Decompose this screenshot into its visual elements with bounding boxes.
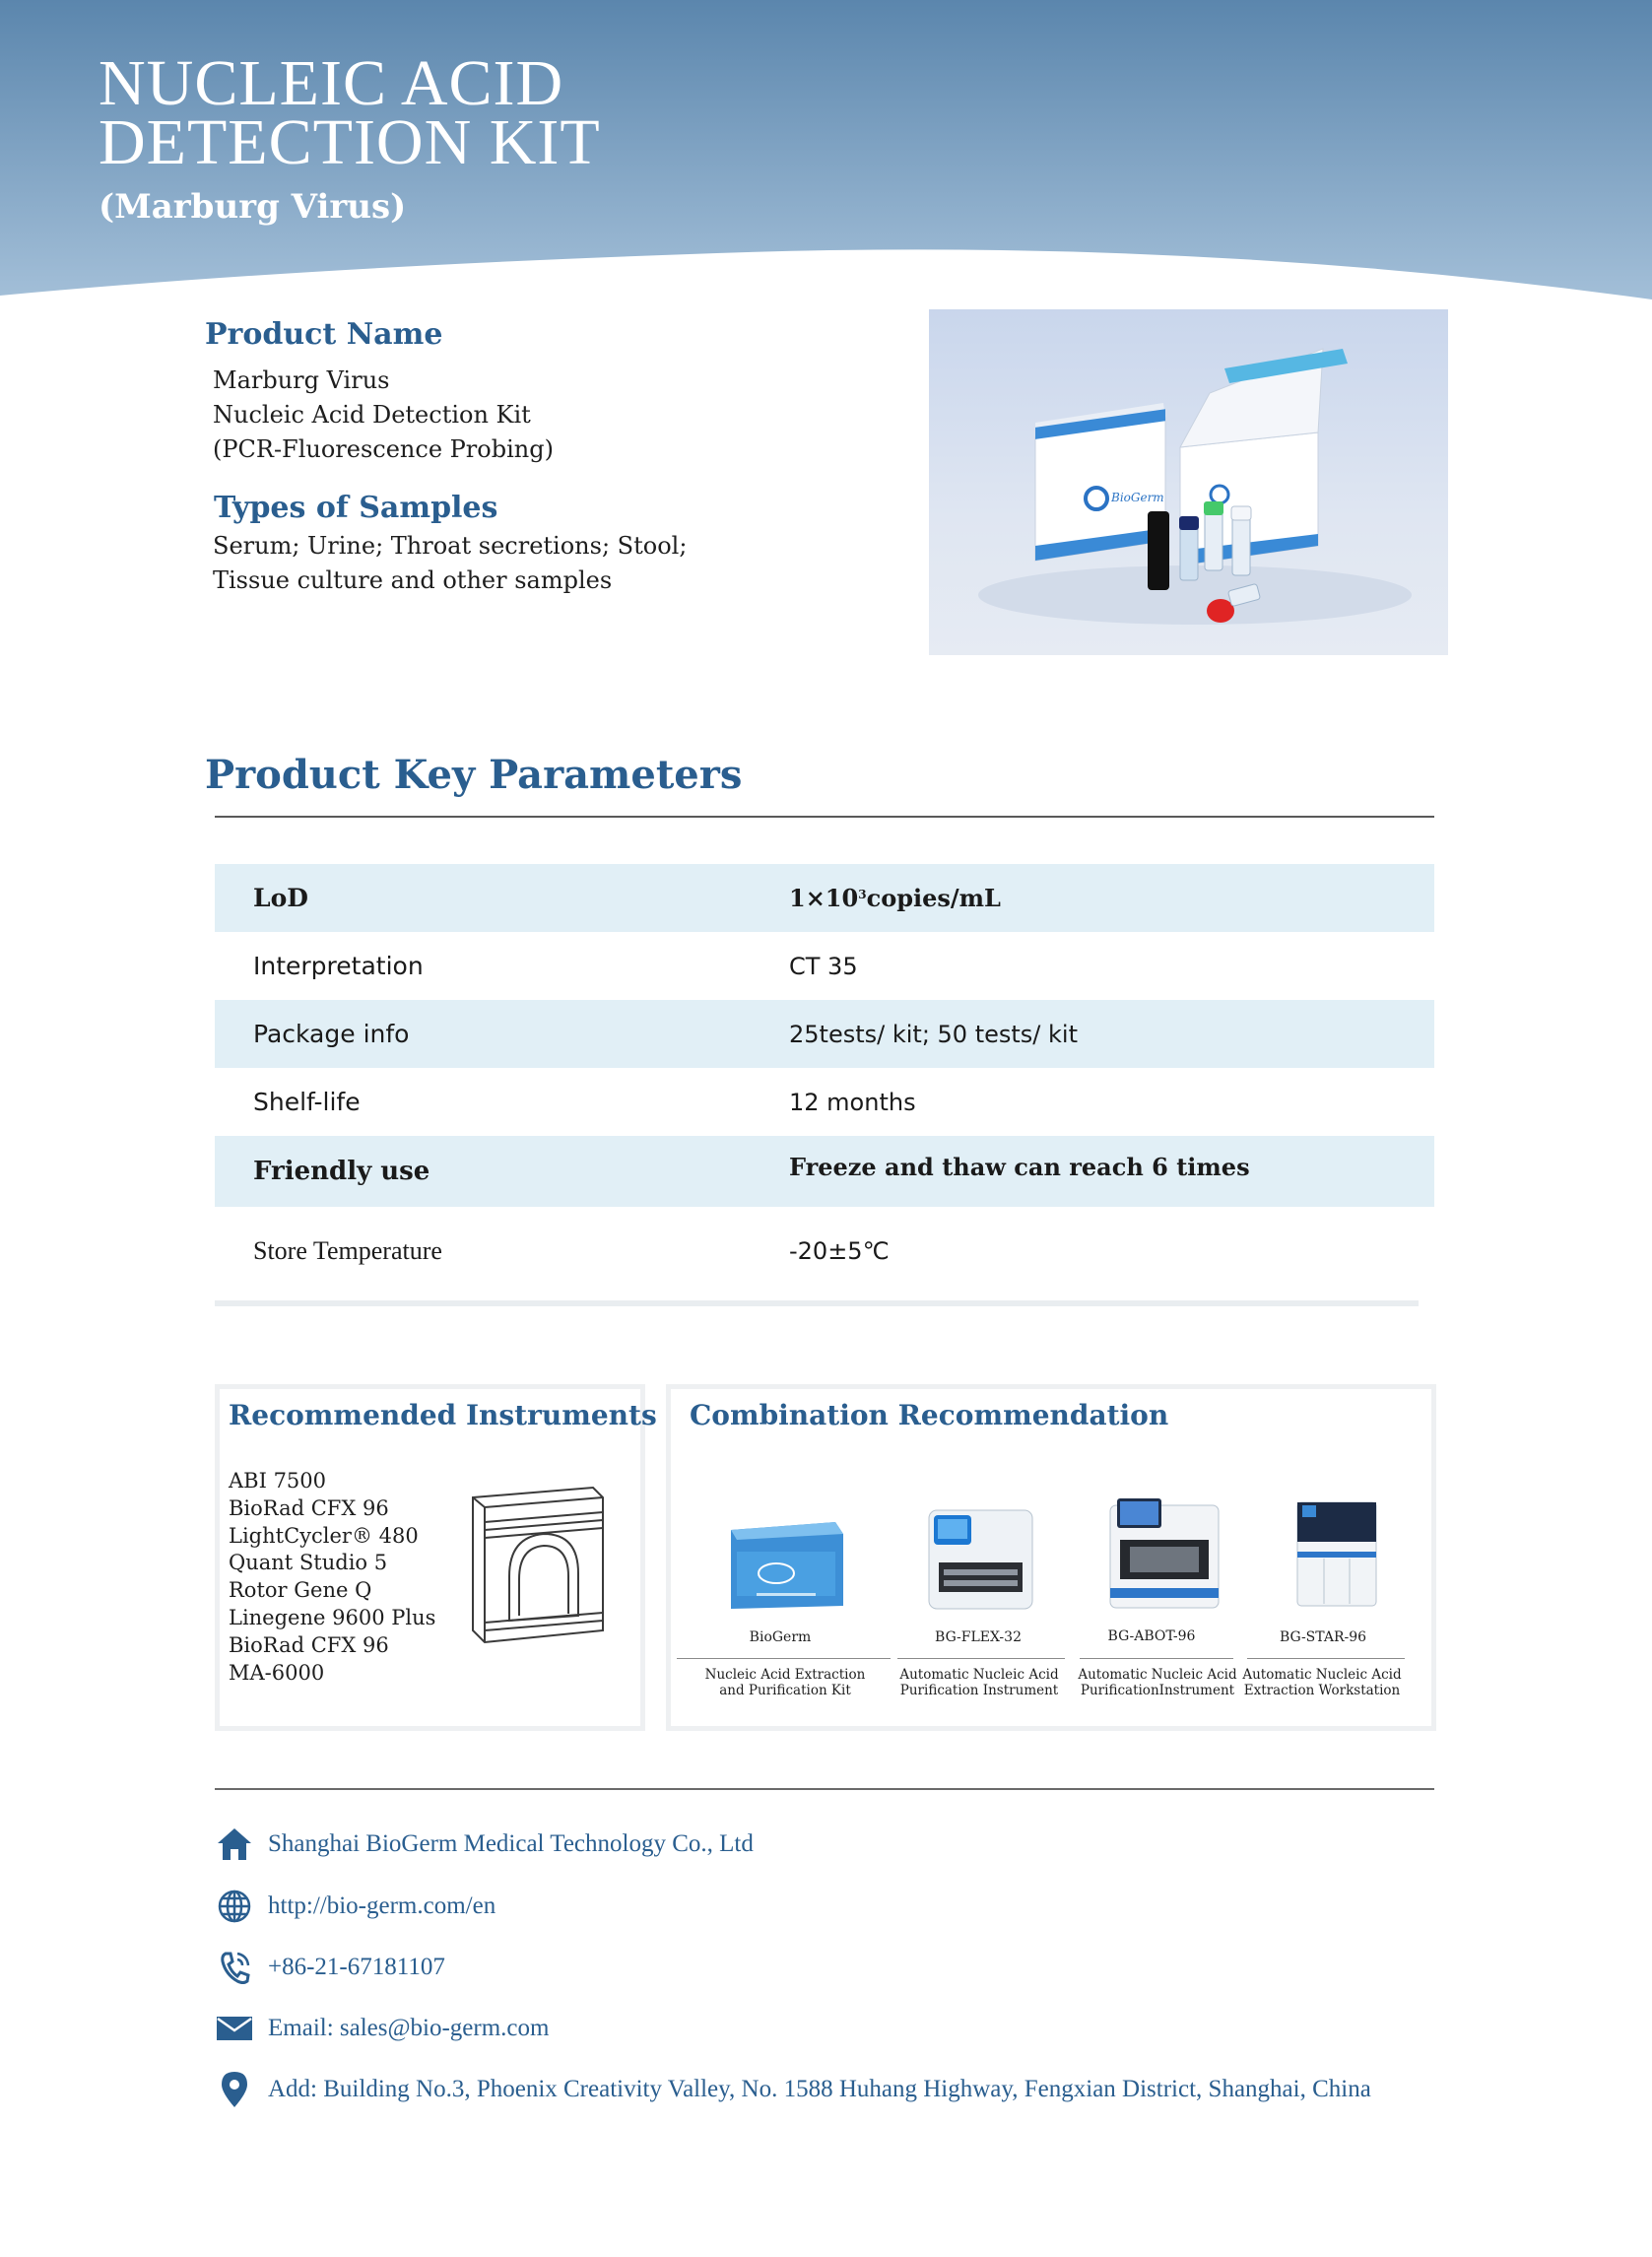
instrument-item: Quant Studio 5 [229,1551,388,1575]
param-row-store-temperature [215,1217,1434,1285]
combo-desc-line: Nucleic Acid Extraction [704,1667,866,1683]
footer-divider [215,1788,1434,1790]
instruments-list [229,1468,435,1687]
envelope-icon [215,2009,254,2048]
param-value: 25tests/ kit; 50 tests/ kit [789,1020,1078,1048]
combo-desc-line: Extraction Workstation [1243,1683,1401,1698]
product-name-line: (PCR-Fluorescence Probing) [213,435,554,463]
pcr-instrument-drawing [465,1483,608,1645]
param-value: Freeze and thaw can reach 6 times [789,1153,1250,1181]
email-address[interactable]: Email: sales@bio-germ.com [268,2015,550,2041]
param-row-friendly-use [215,1136,1434,1207]
product-name-line: Nucleic Acid Detection Kit [213,401,531,429]
product-name-heading: Product Name [205,317,443,352]
contact-phone [215,1948,445,1987]
param-label: LoD [253,884,308,912]
company-name: Shanghai BioGerm Medical Technology Co., Ltd [268,1830,754,1857]
lod-value-exponent: 3 [858,887,867,901]
combo-desc-line: PurificationInstrument [1080,1683,1235,1698]
combo-item-name: BioGerm [749,1629,812,1645]
table-bottom-border [215,1300,1419,1306]
website-link[interactable]: http://bio-germ.com/en [268,1892,496,1919]
param-value: 12 months [789,1088,916,1116]
parameters-heading: Product Key Parameters [205,752,743,798]
product-name-line: Marburg Virus [213,366,390,394]
combo-desc-line: Automatic Nucleic Acid [1242,1667,1402,1683]
combo-divider [1247,1658,1405,1659]
param-label: Friendly use [253,1157,430,1186]
bg-abot-96-image [1105,1495,1223,1612]
param-row-package [215,1000,1434,1068]
instruments-heading: Recommended Instruments [229,1399,657,1431]
param-row-lod [215,864,1434,932]
samples-line: Tissue culture and other samples [213,566,613,594]
lod-value-unit: copies/mL [866,884,1001,912]
home-icon [215,1825,254,1864]
combo-item-name: BG-STAR-96 [1279,1629,1367,1645]
samples-heading: Types of Samples [214,491,498,525]
subtitle: (Marburg Virus) [99,187,407,227]
combo-item-description [1064,1667,1251,1698]
product-name-block [213,364,554,467]
instrument-item: BioRad CFX 96 [229,1632,389,1657]
samples-line: Serum; Urine; Throat secretions; Stool; [213,532,688,560]
param-value: -20±5℃ [789,1236,890,1265]
combo-item-description [692,1667,879,1698]
phone-number: +86-21-67181107 [268,1954,445,1980]
extraction-kit-image [727,1512,845,1611]
instrument-item: Rotor Gene Q [229,1578,372,1603]
combo-desc-line: Purification Instrument [899,1683,1059,1698]
bg-flex-32-image [924,1505,1037,1614]
param-label: Interpretation [253,952,424,980]
kit-illustration [929,309,1448,655]
address: Add: Building No.3, Phoenix Creativity Valley, No. 1588 Huhang Highway, Fengxian District, Shanghai, China [268,2076,1371,2102]
location-pin-icon [215,2070,254,2109]
combo-item-description [1228,1667,1416,1698]
param-label: Shelf-life [253,1088,361,1116]
combo-divider [1080,1658,1233,1659]
globe-icon [215,1887,254,1926]
instrument-item: MA-6000 [229,1660,325,1685]
title-line-2: DETECTION KIT [99,106,601,178]
param-row-interpretation [215,932,1434,1000]
title-line-1: NUCLEIC ACID [99,47,564,119]
combo-item-name: BG-ABOT-96 [1107,1628,1196,1644]
product-kit-photo [929,309,1448,655]
param-label: Package info [253,1020,410,1048]
combo-item-name: BG-FLEX-32 [935,1629,1022,1645]
samples-block [213,529,687,598]
combination-heading: Combination Recommendation [690,1399,1169,1431]
contact-website[interactable] [215,1887,496,1926]
param-label: Store Temperature [253,1235,442,1265]
param-value: CT 35 [789,952,858,980]
lod-value-base: 1×10 [789,884,859,912]
parameters-divider [215,816,1434,818]
instrument-item: Linegene 9600 Plus [229,1605,436,1629]
contact-email[interactable] [215,2009,549,2048]
contact-company [215,1825,754,1864]
param-row-shelf-life [215,1068,1434,1136]
header-banner [0,0,1652,305]
combo-desc-line: and Purification Kit [719,1683,851,1698]
combo-divider [677,1658,891,1659]
instrument-item: BioRad CFX 96 [229,1495,389,1520]
instrument-item: ABI 7500 [229,1469,327,1493]
bg-star-96-image [1292,1497,1381,1611]
box-brand-label: BioGerm [1111,491,1164,504]
param-value [789,864,1001,932]
combo-divider [897,1658,1065,1659]
instrument-item: LightCycler® 480 [229,1523,419,1548]
phone-icon [215,1948,254,1987]
contact-address [215,2070,1371,2109]
combo-desc-line: Automatic Nucleic Acid [1078,1667,1237,1683]
combo-desc-line: Automatic Nucleic Acid [899,1667,1059,1683]
combo-item-description [886,1667,1073,1698]
